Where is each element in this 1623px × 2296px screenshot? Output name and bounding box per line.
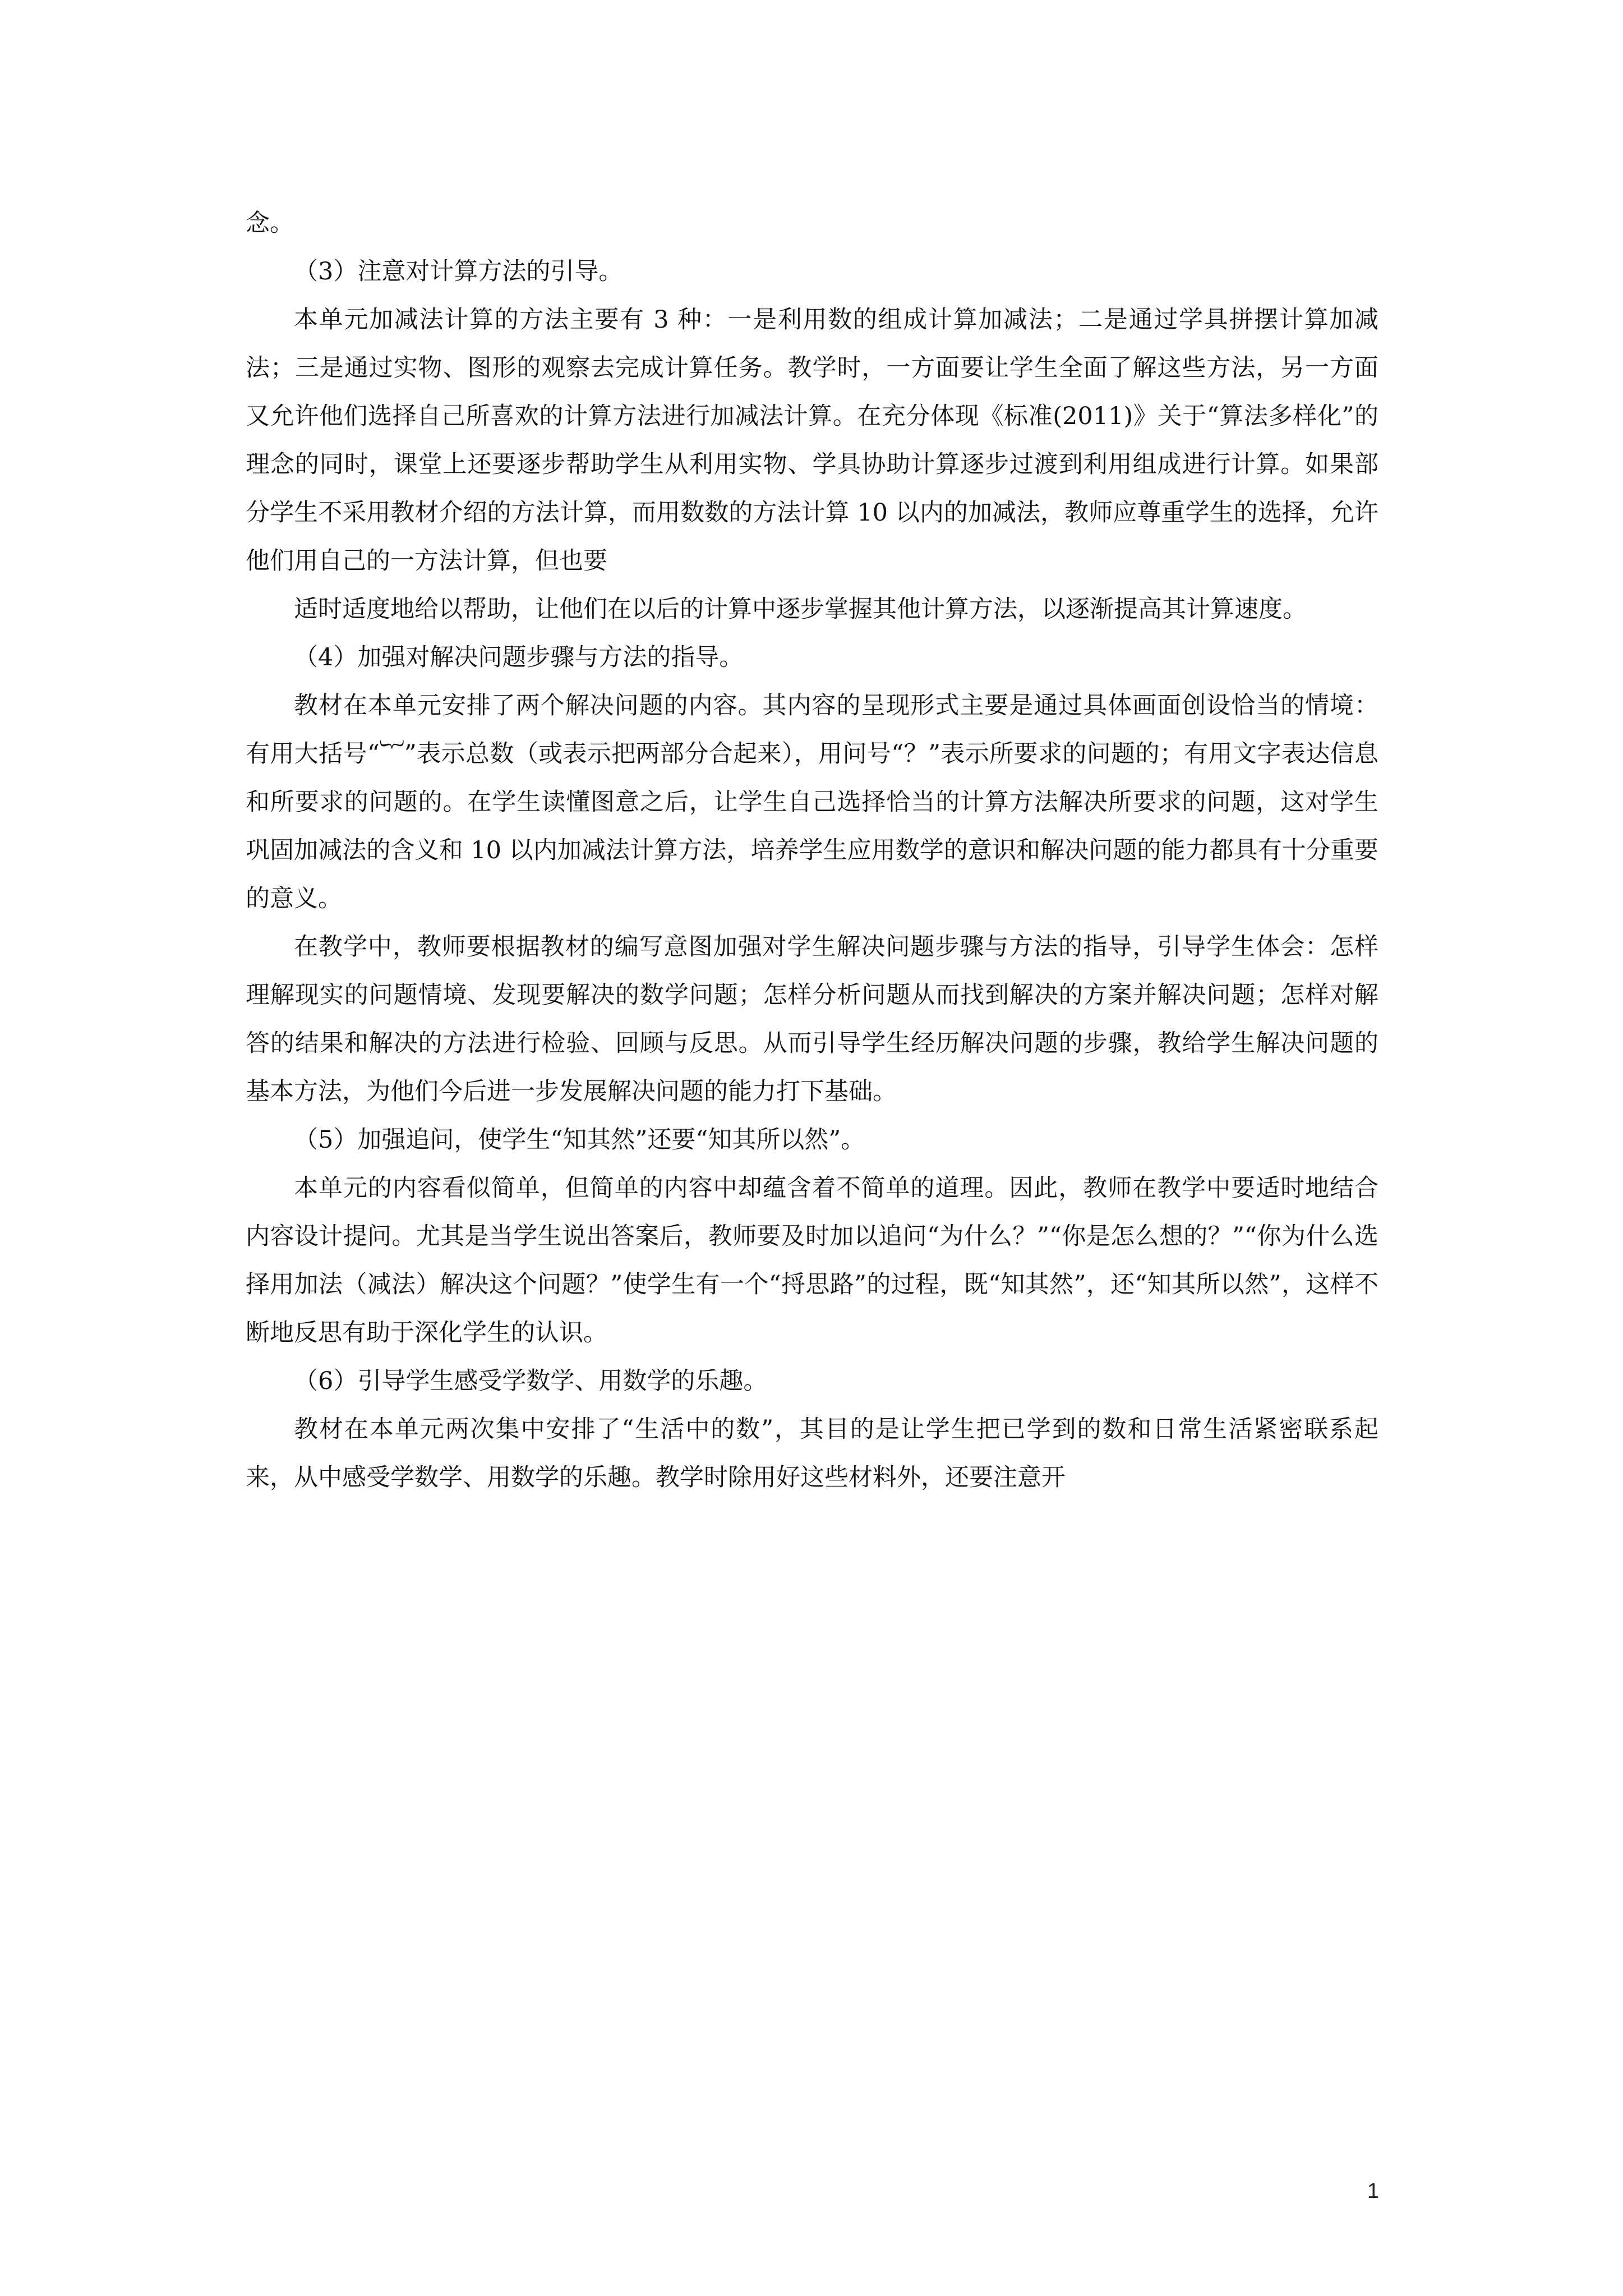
paragraph-problem-solving-content: 教材在本单元安排了两个解决问题的内容。其内容的呈现形式主要是通过具体画面创设恰当的情境：有用大括号“︸”表示总数（或表示把两部分合起来），用问号“？”表示所要求的问题的；有用文字表达信息和所要求的问题的。在学生读懂图意之后，让学生自己选择恰当的计算方法解决所要求的问题，这对学生巩固加减法的含义和 10 以内加减法计算方法，培养学生应用数学的意识和解决问题的能力都具有十分重要的意义。 xyxy=(246,692,1378,913)
paragraph-calculation-methods: 本单元加减法计算的方法主要有 3 种：一是利用数的组成计算加减法；二是通过学具拼摆计算加减法；三是通过实物、图形的观察去完成计算任务。教学时，一方面要让学生全面了解这些方法，另一方面又允许他们选择自己所喜欢的计算方法进行加减法计算。在充分体现《标准(2011)》关于“算法多样化”的理念的同时，课堂上还要逐步帮助学生从利用实物、学具协助计算逐步过渡到利用组成进行计算。如果部分学生不采用教材介绍的方法计算，而用数数的方法计算 10 以内的加减法，教师应尊重学生的选择，允许他们用自己的一方法计算，但也要 xyxy=(246,306,1378,575)
paragraph-problem-solving-guidance: 在教学中，教师要根据教材的编写意图加强对学生解决问题步骤与方法的指导，引导学生体会：怎样理解现实的问题情境、发现要解决的数学问题；怎样分析问题从而找到解决的方案并解决问题；怎样对解答的结果和解决的方法进行检验、回顾与反思。从而引导学生经历解决问题的步骤，教给学生解决问题的基本方法，为他们今后进一步发展解决问题的能力打下基础。 xyxy=(246,933,1378,1106)
paragraph-numbers-in-life: 教材在本单元两次集中安排了“生活中的数”，其目的是让学生把已学到的数和日常生活紧密联系起来，从中感受学数学、用数学的乐趣。教学时除用好这些材料外，还要注意开 xyxy=(246,1415,1378,1492)
section-heading-6: （6）引导学生感受学数学、用数学的乐趣。 xyxy=(294,1367,768,1395)
section-heading-3: （3）注意对计算方法的引导。 xyxy=(294,257,623,286)
paragraph-calculation-speed: 适时适度地给以帮助，让他们在以后的计算中逐步掌握其他计算方法，以逐渐提高其计算速度。 xyxy=(294,595,1307,623)
section-heading-4: （4）加强对解决问题步骤与方法的指导。 xyxy=(294,643,744,671)
paragraph-continuation: 念。 xyxy=(246,209,294,237)
paragraph-follow-up-questions: 本单元的内容看似简单，但简单的内容中却蕴含着不简单的道理。因此，教师在教学中要适时地结合内容设计提问。尤其是当学生说出答案后，教师要及时加以追问“为什么？”“你是怎么想的？”“你为什么选择用加法（减法）解决这个问题？”使学生有一个“捋思路”的过程，既“知其然”，还“知其所以然”，这样不断地反思有助于深化学生的认识。 xyxy=(246,1174,1378,1347)
document-body xyxy=(246,199,1378,1502)
section-heading-5: （5）加强追问，使学生“知其然”还要“知其所以然”。 xyxy=(294,1126,865,1154)
page-number: 1 xyxy=(1367,2179,1380,2203)
